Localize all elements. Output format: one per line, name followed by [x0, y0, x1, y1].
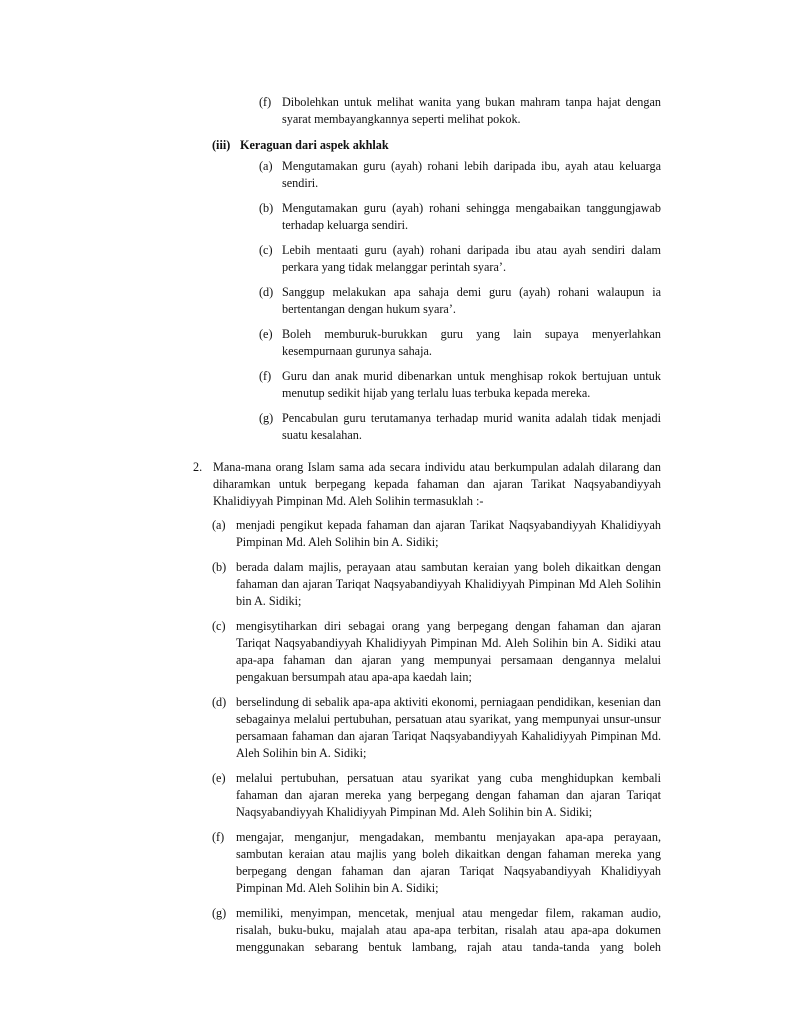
list-item [259, 368, 661, 402]
item-text: Dibolehkan untuk melihat wanita yang bukan mahram tanpa hajat dengan syarat membayangkannya seperti melihat pokok. [282, 95, 661, 126]
item-label: (f) [259, 95, 272, 109]
item-label: (a) [212, 518, 226, 532]
item-text: menjadi pengikut kepada fahaman dan ajaran Tarikat Naqsyabandiyyah Khalidiyyah Pimpinan Md. Aleh Solihin bin A. Sidiki; [236, 518, 661, 549]
clause-label: 2. [193, 460, 203, 474]
list-item [259, 410, 661, 444]
list-item [212, 559, 661, 610]
item-label: (e) [212, 771, 226, 785]
item-label: (b) [212, 560, 227, 574]
item-text: mengajar, menganjur, mengadakan, membantu menjayakan apa-apa perayaan, sambutan keraian atau majlis yang boleh dikaitkan dengan fahaman mereka yang berpegang dengan fahaman dan ajaran Tariqat Naqsyabandiyyah Khalidiyyah Pimpinan Md. Aleh Solihin bin A. Sidiki; [236, 830, 661, 895]
item-text: Mengutamakan guru (ayah) rohani sehingga mengabaikan tanggungjawab terhadap keluarga sendiri. [282, 201, 661, 232]
item-label: (b) [259, 201, 274, 215]
list-item [259, 94, 661, 128]
list-item [212, 829, 661, 897]
item-label: (e) [259, 327, 273, 341]
item-text: Guru dan anak murid dibenarkan untuk menghisap rokok bertujuan untuk menutup sedikit hijab yang terlalu luas terbuka kepada mereka. [282, 369, 661, 400]
item-text: memiliki, menyimpan, mencetak, menjual atau mengedar filem, rakaman audio, risalah, buku-buku, majalah atau apa-apa terbitan, risalah atau apa-apa dokumen menggunakan sebarang bentuk lambang, rajah atau tanda-tanda yang boleh [236, 906, 661, 954]
list-item [259, 200, 661, 234]
item-text: Sanggup melakukan apa sahaja demi guru (ayah) rohani walaupun ia bertentangan dengan hukum syara’. [282, 285, 661, 316]
list-item [212, 770, 661, 821]
item-label: (g) [212, 906, 227, 920]
list-item [212, 618, 661, 686]
item-label: (a) [259, 159, 273, 173]
section-label: (iii) [212, 138, 231, 152]
section-heading [212, 137, 389, 154]
list-item [212, 694, 661, 762]
list-item [212, 905, 661, 956]
item-text: melalui pertubuhan, persatuan atau syarikat yang cuba menghidupkan kembali fahaman dan ajaran mereka yang berpegang dengan fahaman dan ajaran Tariqat Naqsyabandiyyah Khalidiyyah Pimpinan Md. Aleh Solihin bin A. Sidiki; [236, 771, 661, 819]
item-text: Boleh memburuk-burukkan guru yang lain supaya menyerlahkan kesempurnaan gurunya sahaja. [282, 327, 661, 358]
list-item [259, 158, 661, 192]
list-item [259, 326, 661, 360]
numbered-clause [193, 459, 661, 510]
list-item [212, 517, 661, 551]
item-text: Pencabulan guru terutamanya terhadap murid wanita adalah tidak menjadi suatu kesalahan. [282, 411, 661, 442]
item-text: Lebih mentaati guru (ayah) rohani daripada ibu atau ayah sendiri dalam perkara yang tidak melanggar perintah syara’. [282, 243, 661, 274]
item-text: berselindung di sebalik apa-apa aktiviti ekonomi, perniagaan pendidikan, kesenian dan sebagainya melalui pertubuhan, persatuan atau syarikat, yang mempunyai unsur-unsur persamaan fahaman dan ajaran Tariqat Naqsyabandiyyah Kahalidiyyah Pimpinan Md. Aleh Solihin bin A. Sidiki; [236, 695, 661, 760]
section-title: Keraguan dari aspek akhlak [240, 138, 389, 152]
item-label: (g) [259, 411, 274, 425]
item-label: (f) [212, 830, 225, 844]
list-item [259, 284, 661, 318]
item-label: (f) [259, 369, 272, 383]
item-text: mengisytiharkan diri sebagai orang yang berpegang dengan fahaman dan ajaran Tariqat Naqsyabandiyyah Khalidiyyah Pimpinan Md. Aleh Solihin bin A. Sidiki atau apa-apa fahaman dan ajaran yang mempunyai persamaan dengannya melalui pengakuan bersumpah atau apa-apa kaedah lain; [236, 619, 661, 684]
item-label: (d) [259, 285, 274, 299]
item-text: Mengutamakan guru (ayah) rohani lebih daripada ibu, ayah atau keluarga sendiri. [282, 159, 661, 190]
item-label: (d) [212, 695, 227, 709]
list-item [259, 242, 661, 276]
item-label: (c) [259, 243, 273, 257]
item-label: (c) [212, 619, 226, 633]
clause-text: Mana-mana orang Islam sama ada secara individu atau berkumpulan adalah dilarang dan diharamkan untuk berpegang kepada fahaman dan ajaran Tarikat Naqsyabandiyyah Khalidiyyah Pimpinan Md. Aleh Solihin termasuklah :- [213, 460, 661, 508]
item-text: berada dalam majlis, perayaan atau sambutan keraian yang boleh dikaitkan dengan fahaman dan ajaran Tariqat Naqsyabandiyyah Khalidiyyah Pimpinan Md Aleh Solihin bin A. Sidiki; [236, 560, 661, 608]
